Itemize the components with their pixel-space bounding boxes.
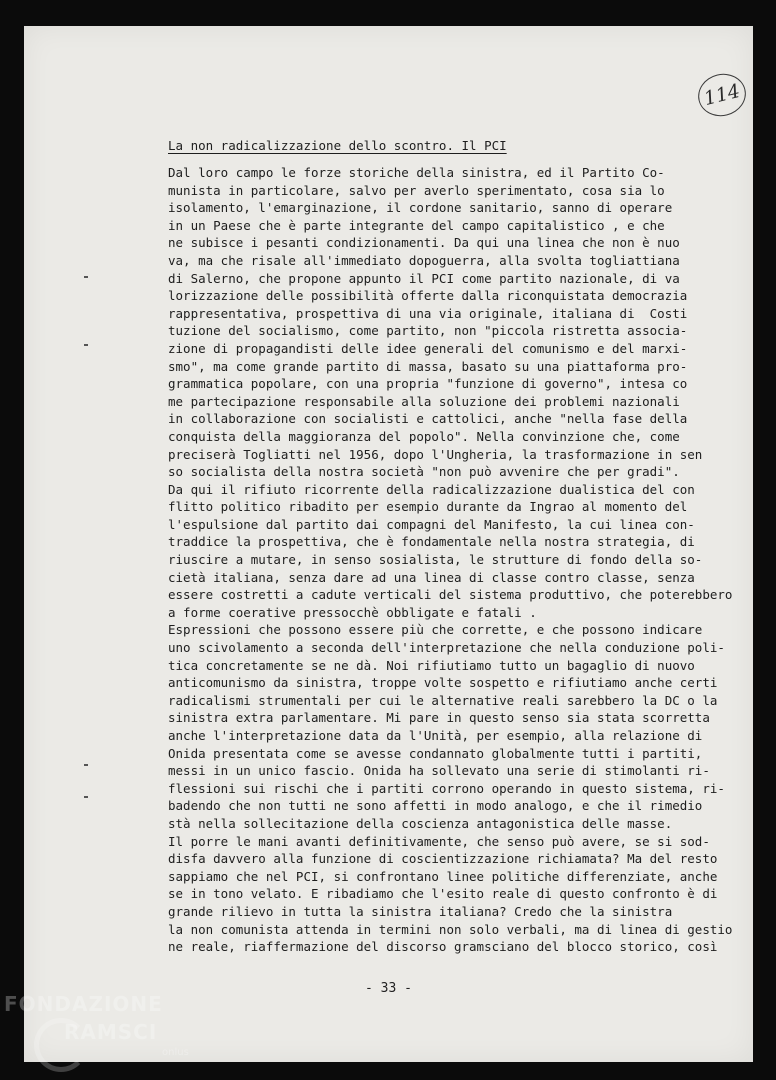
- text-line: la non comunista attenda in termini non solo verbali, ma di linea di gestio: [168, 921, 733, 937]
- text-line: va, ma che risale all'immediato dopoguerra, alla svolta togliattiana: [168, 252, 680, 268]
- page-number: - 33 -: [365, 981, 412, 996]
- text-line: ne reale, riaffermazione del discorso gramsciano del blocco storico, così: [168, 939, 718, 955]
- margin-mark: [84, 344, 88, 346]
- text-line: di Salerno, che propone appunto il PCI come partito nazionale, di va: [168, 270, 680, 286]
- text-line: preciserà Togliatti nel 1956, dopo l'Ungheria, la trasformazione in sen: [168, 446, 703, 462]
- text-line: radicalismi strumentali per cui le alternative reali sarebbero la DC o la: [168, 692, 718, 708]
- text-line: uno scivolamento a seconda dell'interpretazione che nella conduzione poli-: [168, 640, 725, 656]
- document-page: [24, 26, 753, 1062]
- text-line: rappresentativa, prospettiva di una via originale, italiana di Costi: [168, 305, 688, 321]
- text-line: sappiamo che nel PCI, si confrontano linee politiche differenziate, anche: [168, 868, 718, 884]
- text-line: Onida presentata come se avesse condannato globalmente tutti i partiti,: [168, 745, 703, 761]
- margin-mark: [84, 764, 88, 766]
- text-line: lorizzazione delle possibilità offerte dalla riconquistata democrazia: [168, 288, 688, 304]
- text-line: tica concretamente se ne dà. Noi rifiutiamo tutto un bagaglio di nuovo: [168, 657, 695, 673]
- text-line: anticomunismo da sinistra, troppe volte sospetto e rifiutiamo anche certi: [168, 675, 718, 691]
- text-line: isolamento, l'emarginazione, il cordone sanitario, sanno di operare: [168, 200, 673, 216]
- text-line: l'espulsione dal partito dai compagni del Manifesto, la cui linea con-: [168, 516, 695, 532]
- text-line: grammatica popolare, con una propria "funzione di governo", intesa co: [168, 376, 688, 392]
- text-line: zione di propagandisti delle idee generali del comunismo e del marxi-: [168, 340, 688, 356]
- watermark-logo: [4, 992, 189, 1066]
- text-line: tuzione del socialismo, come partito, non "piccola ristretta associa-: [168, 323, 688, 339]
- text-line: smo", ma come grande partito di massa, basato su una piattaforma pro-: [168, 358, 688, 374]
- text-line: stà nella sollecitazione della coscienza antagonistica delle masse.: [168, 815, 673, 831]
- watermark-line-3: onlus: [162, 1047, 189, 1058]
- text-line: messi in un unico fascio. Onida ha sollevato una serie di stimolanti ri-: [168, 763, 710, 779]
- watermark-line-1: FONDAZIONE: [4, 992, 163, 1016]
- margin-mark: [84, 796, 88, 798]
- text-line: flessioni sui rischi che i partiti corrono operando in questo sistema, ri-: [168, 780, 725, 796]
- text-line: Espressioni che possono essere più che corrette, e che possono indicare: [168, 622, 703, 638]
- page-stamp: 114: [694, 69, 751, 121]
- text-line: flitto politico ribadito per esempio durante da Ingrao al momento del: [168, 499, 688, 515]
- watermark-line-2: RAMSCI: [64, 1020, 158, 1044]
- text-line: conquista della maggioranza del popolo". Nella convinzione che, come: [168, 428, 680, 444]
- text-line: Da qui il rifiuto ricorrente della radicalizzazione dualistica del con: [168, 481, 695, 497]
- text-line: cietà italiana, senza dare ad una linea di classe contro classe, senza: [168, 569, 695, 585]
- text-line: riuscire a mutare, in senso sosialista, le strutture di fondo della so-: [168, 552, 703, 568]
- text-line: ne subisce i pesanti condizionamenti. Da qui una linea che non è nuo: [168, 235, 680, 251]
- text-line: disfa davvero alla funzione di coscientizzazione richiamata? Ma del resto: [168, 851, 718, 867]
- text-line: essere costretti a cadute verticali del sistema produttivo, che poterebbero: [168, 587, 733, 603]
- text-line: me partecipazione responsabile alla soluzione dei problemi nazionali: [168, 393, 680, 409]
- text-line: Dal loro campo le forze storiche della sinistra, ed il Partito Co-: [168, 165, 665, 180]
- text-line: in collaborazione con socialisti e cattolici, anche "nella fase della: [168, 411, 688, 427]
- text-line: in un Paese che è parte integrante del campo capitalistico , e che: [168, 217, 665, 233]
- text-line: anche l'interpretazione data da l'Unità, per esempio, alla relazione di: [168, 728, 703, 743]
- margin-mark: [84, 276, 88, 278]
- body-text: [168, 164, 733, 956]
- text-line: munista in particolare, salvo per averlo sperimentato, cosa sia lo: [168, 182, 665, 198]
- text-line: a forme coerative pressocchè obbligate e fatali .: [168, 604, 537, 620]
- text-line: grande rilievo in tutta la sinistra italiana? Credo che la sinistra: [168, 903, 673, 919]
- text-line: Il porre le mani avanti definitivamente, che senso può avere, se si sod-: [168, 833, 710, 849]
- text-line: traddice la prospettiva, che è fondamentale nella nostra strategia, di: [168, 534, 695, 550]
- text-line: se in tono velato. E ribadiamo che l'esito reale di questo confronto è di: [168, 886, 718, 902]
- text-line: sinistra extra parlamentare. Mi pare in questo senso sia stata scorretta: [168, 710, 710, 726]
- text-line: badendo che non tutti ne sono affetti in modo analogo, e che il rimedio: [168, 798, 703, 814]
- text-line: so socialista della nostra società "non può avvenire che per gradi".: [168, 464, 680, 480]
- section-title: La non radicalizzazione dello scontro. Il PCI: [168, 138, 507, 153]
